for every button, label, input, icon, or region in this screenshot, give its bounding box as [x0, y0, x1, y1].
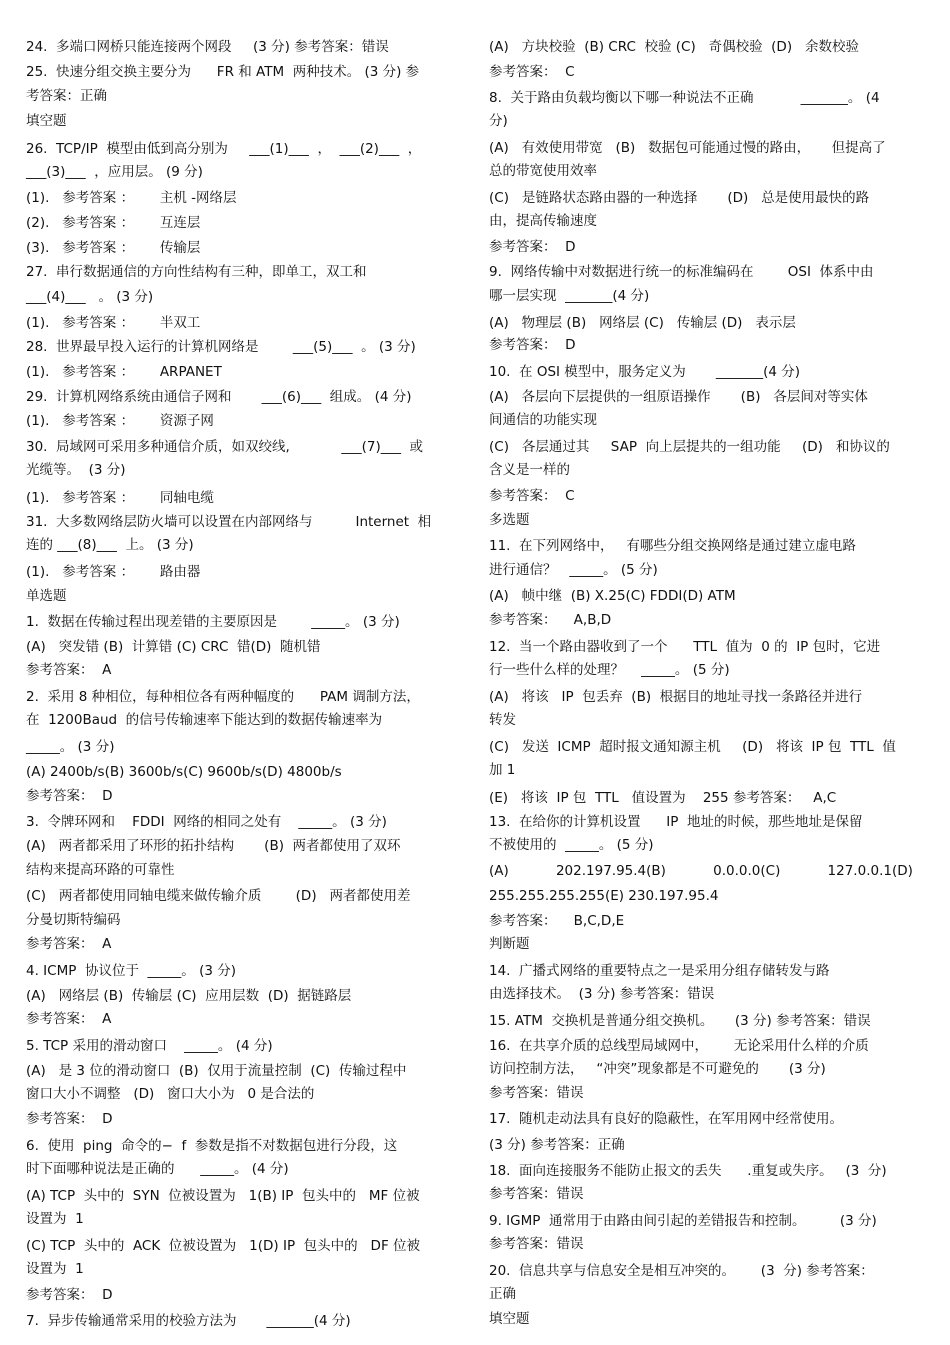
text-line: (3 分) 参考答案：正确 — [489, 1137, 625, 1153]
text-line: 30. 局域网可采用多种通信介质，如双绞线, ___(7)___ 或 — [26, 439, 424, 455]
text-line: 20. 信息共享与信息安全是相互冲突的。 (3 分) 参考答案： — [489, 1263, 874, 1279]
text-line: (A) TCP 头中的 SYN 位被设置为 1(B) IP 包头中的 MF 位被 — [26, 1188, 420, 1204]
text-line: 1. 数据在传输过程出现差错的主要原因是 _____。 (3 分) — [26, 614, 400, 630]
text-line: (A) 方块校验 (B) CRC 校验 (C) 奇偶校验 (D) 余数校验 — [489, 39, 859, 55]
text-line: (A) 202.197.95.4(B) 0.0.0.0(C) 127.0.0.1(D) — [489, 863, 913, 879]
text-line: ___(3)___ ，应用层。 (9 分) — [26, 164, 203, 180]
text-line: 参考答案： D — [26, 1111, 113, 1127]
text-line: 考答案：正确 — [26, 88, 107, 104]
text-line: 8. 关于路由负载均衡以下哪一种说法不正确 _______。 (4 — [489, 90, 880, 106]
text-line: 参考答案： C — [489, 64, 575, 80]
text-line: (C) 各层通过其 SAP 向上层提共的一组功能 (D) 和协议的 — [489, 439, 890, 455]
text-line: (3). 参考答案 ： 传输层 — [26, 240, 201, 256]
text-line: 结构来提高环路的可靠性 — [26, 862, 175, 878]
text-line: 24. 多端口网桥只能连接两个网段 (3 分) 参考答案：错误 — [26, 39, 389, 55]
text-line: (1). 参考答案 ： 路由器 — [26, 564, 201, 580]
text-line: (A) 两者都采用了环形的拓扑结构 (B) 两者都使用了双环 — [26, 838, 401, 854]
text-line: (C) 发送 ICMP 超时报文通知源主机 (D) 将该 IP 包 TTL 值 — [489, 739, 896, 755]
text-line: 3. 令牌环网和 FDDI 网络的相同之处有 _____。 (3 分) — [26, 814, 387, 830]
text-line: (1). 参考答案 ： ARPANET — [26, 364, 222, 380]
text-line: 4. ICMP 协议位于 _____。 (3 分) — [26, 963, 236, 979]
text-line: 参考答案： A — [26, 1011, 112, 1027]
text-line: 11. 在下列网络中， 有哪些分组交换网络是通过建立虚电路 — [489, 538, 856, 554]
text-line: 参考答案： D — [489, 239, 576, 255]
text-line: 17. 随机走动法具有良好的隐蔽性，在军用网中经常使用。 — [489, 1111, 844, 1127]
text-line: (C) TCP 头中的 ACK 位被设置为 1(D) IP 包头中的 DF 位被 — [26, 1238, 421, 1254]
text-line: 设置为 1 — [26, 1261, 84, 1277]
text-line: 参考答案： D — [26, 788, 113, 804]
text-line: 时下面哪种说法是正确的 _____。 (4 分) — [26, 1161, 289, 1177]
text-line: (A) 各层向下层提供的一组原语操作 (B) 各层间对等实体 — [489, 389, 868, 405]
text-line: 在 1200Baud 的信号传输速率下能达到的数据传输速率为 — [26, 712, 383, 728]
text-line: (1). 参考答案 ： 同轴电缆 — [26, 490, 214, 506]
text-line: 不被使用的 _____。 (5 分) — [489, 837, 654, 853]
text-line: 光缆等。 (3 分) — [26, 462, 126, 478]
text-line: 参考答案：错误 — [489, 1085, 584, 1101]
text-line: 设置为 1 — [26, 1211, 84, 1227]
text-line: 12. 当一个路由器收到了一个 TTL 值为 0 的 IP 包时，它进 — [489, 639, 881, 655]
text-line: 分曼切斯特编码 — [26, 912, 121, 928]
text-line: 18. 面向连接服务不能防止报文的丢失 .重复或失序。 (3 分) — [489, 1163, 887, 1179]
text-line: 由选择技术。 (3 分) 参考答案：错误 — [489, 986, 715, 1002]
text-line: 15. ATM 交换机是普通分组交换机。 (3 分) 参考答案：错误 — [489, 1013, 871, 1029]
text-line: 填空题 — [489, 1311, 530, 1327]
text-line: _____。 (3 分) — [26, 739, 115, 755]
text-line: 25. 快速分组交换主要分为 FR 和 ATM 两种技术。 (3 分) 参 — [26, 64, 420, 80]
text-line: (A) 将该 IP 包丢弃 (B) 根据目的地址寻找一条路径并进行 — [489, 689, 863, 705]
text-line: 9. IGMP 通常用于由路由间引起的差错报告和控制。 (3 分) — [489, 1213, 877, 1229]
text-line: 填空题 — [26, 113, 67, 129]
text-line: 单选题 — [26, 588, 67, 604]
text-line: 参考答案： A — [26, 936, 112, 952]
text-line: 255.255.255.255(E) 230.197.95.4 — [489, 888, 719, 904]
text-line: (1). 参考答案 ： 资源子网 — [26, 413, 214, 429]
text-line: 间通信的功能实现 — [489, 412, 597, 428]
text-line: 参考答案： B,C,D,E — [489, 913, 625, 929]
text-line: (A) 突发错 (B) 计算错 (C) CRC 错(D) 随机错 — [26, 639, 321, 655]
text-line: 转发 — [489, 712, 516, 728]
text-line: (1). 参考答案 ： 主机 -网络层 — [26, 190, 237, 206]
text-line: 进行通信？ _____。 (5 分) — [489, 562, 658, 578]
text-line: (E) 将该 IP 包 TTL 值设置为 255 参考答案： A,C — [489, 790, 837, 806]
text-line: (2). 参考答案 ： 互连层 — [26, 215, 201, 231]
text-line: 13. 在给你的计算机设置 IP 地址的时候，那些地址是保留 — [489, 814, 863, 830]
text-line: (A) 网络层 (B) 传输层 (C) 应用层数 (D) 据链路层 — [26, 988, 352, 1004]
text-line: 参考答案： A,B,D — [489, 612, 612, 628]
text-line: 哪一层实现 _______(4 分) — [489, 288, 650, 304]
text-line: 参考答案：错误 — [489, 1186, 584, 1202]
text-line: 参考答案：错误 — [489, 1236, 584, 1252]
text-line: 窗口大小不调整 (D) 窗口大小为 0 是合法的 — [26, 1086, 315, 1102]
text-line: 31. 大多数网络层防火墙可以设置在内部网络与 Internet 相 — [26, 514, 432, 530]
text-line: 16. 在共享介质的总线型局域网中， 无论采用什么样的介质 — [489, 1038, 869, 1054]
text-line: 参考答案： D — [26, 1287, 113, 1303]
text-line: 29. 计算机网络系统由通信子网和 ___(6)___ 组成。 (4 分) — [26, 389, 412, 405]
text-line: 2. 采用 8 种相位，每种相位各有两种幅度的 PAM 调制方法， — [26, 689, 420, 705]
text-line: ___(4)___ 。 (3 分) — [26, 289, 154, 305]
text-line: 由，提高传输速度 — [489, 213, 597, 229]
text-line: 含义是一样的 — [489, 462, 570, 478]
text-line: 参考答案： A — [26, 662, 112, 678]
text-line: 连的 ___(8)___ 上。 (3 分) — [26, 537, 194, 553]
text-line: 28. 世界最早投入运行的计算机网络是 ___(5)___ 。 (3 分) — [26, 339, 416, 355]
text-line: (A) 是 3 位的滑动窗口 (B) 仅用于流量控制 (C) 传输过程中 — [26, 1063, 407, 1079]
text-line: 6. 使用 ping 命令的− f 参数是指不对数据包进行分段，这 — [26, 1138, 398, 1154]
text-line: (1). 参考答案 ： 半双工 — [26, 315, 201, 331]
text-line: 5. TCP 采用的滑动窗口 _____。 (4 分) — [26, 1038, 273, 1054]
text-line: 正确 — [489, 1286, 516, 1302]
text-line: 加 1 — [489, 762, 516, 778]
text-line: 判断题 — [489, 936, 530, 952]
text-line: 27. 串行数据通信的方向性结构有三种，即单工，双工和 — [26, 264, 367, 280]
text-line: 10. 在 OSI 模型中，服务定义为 _______(4 分) — [489, 364, 801, 380]
text-line: (A) 帧中继 (B) X.25(C) FDDI(D) ATM — [489, 588, 736, 604]
text-line: 7. 异步传输通常采用的校验方法为 _______(4 分) — [26, 1313, 351, 1329]
text-line: (A) 2400b/s(B) 3600b/s(C) 9600b/s(D) 4800b/s — [26, 764, 342, 780]
text-line: (C) 两者都使用同轴电缆来做传输介质 (D) 两者都使用差 — [26, 888, 411, 904]
text-line: 参考答案： D — [489, 337, 576, 353]
text-line: 26. TCP/IP 模型由低到高分别为 ___(1)___ ， ___(2)___ ， — [26, 141, 422, 157]
text-line: 总的带宽使用效率 — [489, 163, 597, 179]
text-line: 参考答案： C — [489, 488, 575, 504]
text-line: 分) — [489, 113, 508, 129]
text-line: 多选题 — [489, 512, 530, 528]
text-line: 访问控制方法， “冲突”现象都是不可避免的 (3 分) — [489, 1061, 826, 1077]
text-line: 14. 广播式网络的重要特点之一是采用分组存储转发与路 — [489, 963, 830, 979]
text-line: (C) 是链路状态路由器的一种选择 (D) 总是使用最快的路 — [489, 190, 870, 206]
text-line: (A) 物理层 (B) 网络层 (C) 传输层 (D) 表示层 — [489, 315, 796, 331]
text-line: 行一些什么样的处理？ _____。 (5 分) — [489, 662, 730, 678]
text-line: (A) 有效使用带宽 (B) 数据包可能通过慢的路由， 但提高了 — [489, 140, 886, 156]
text-line: 9. 网络传输中对数据进行统一的标准编码在 OSI 体系中由 — [489, 264, 874, 280]
